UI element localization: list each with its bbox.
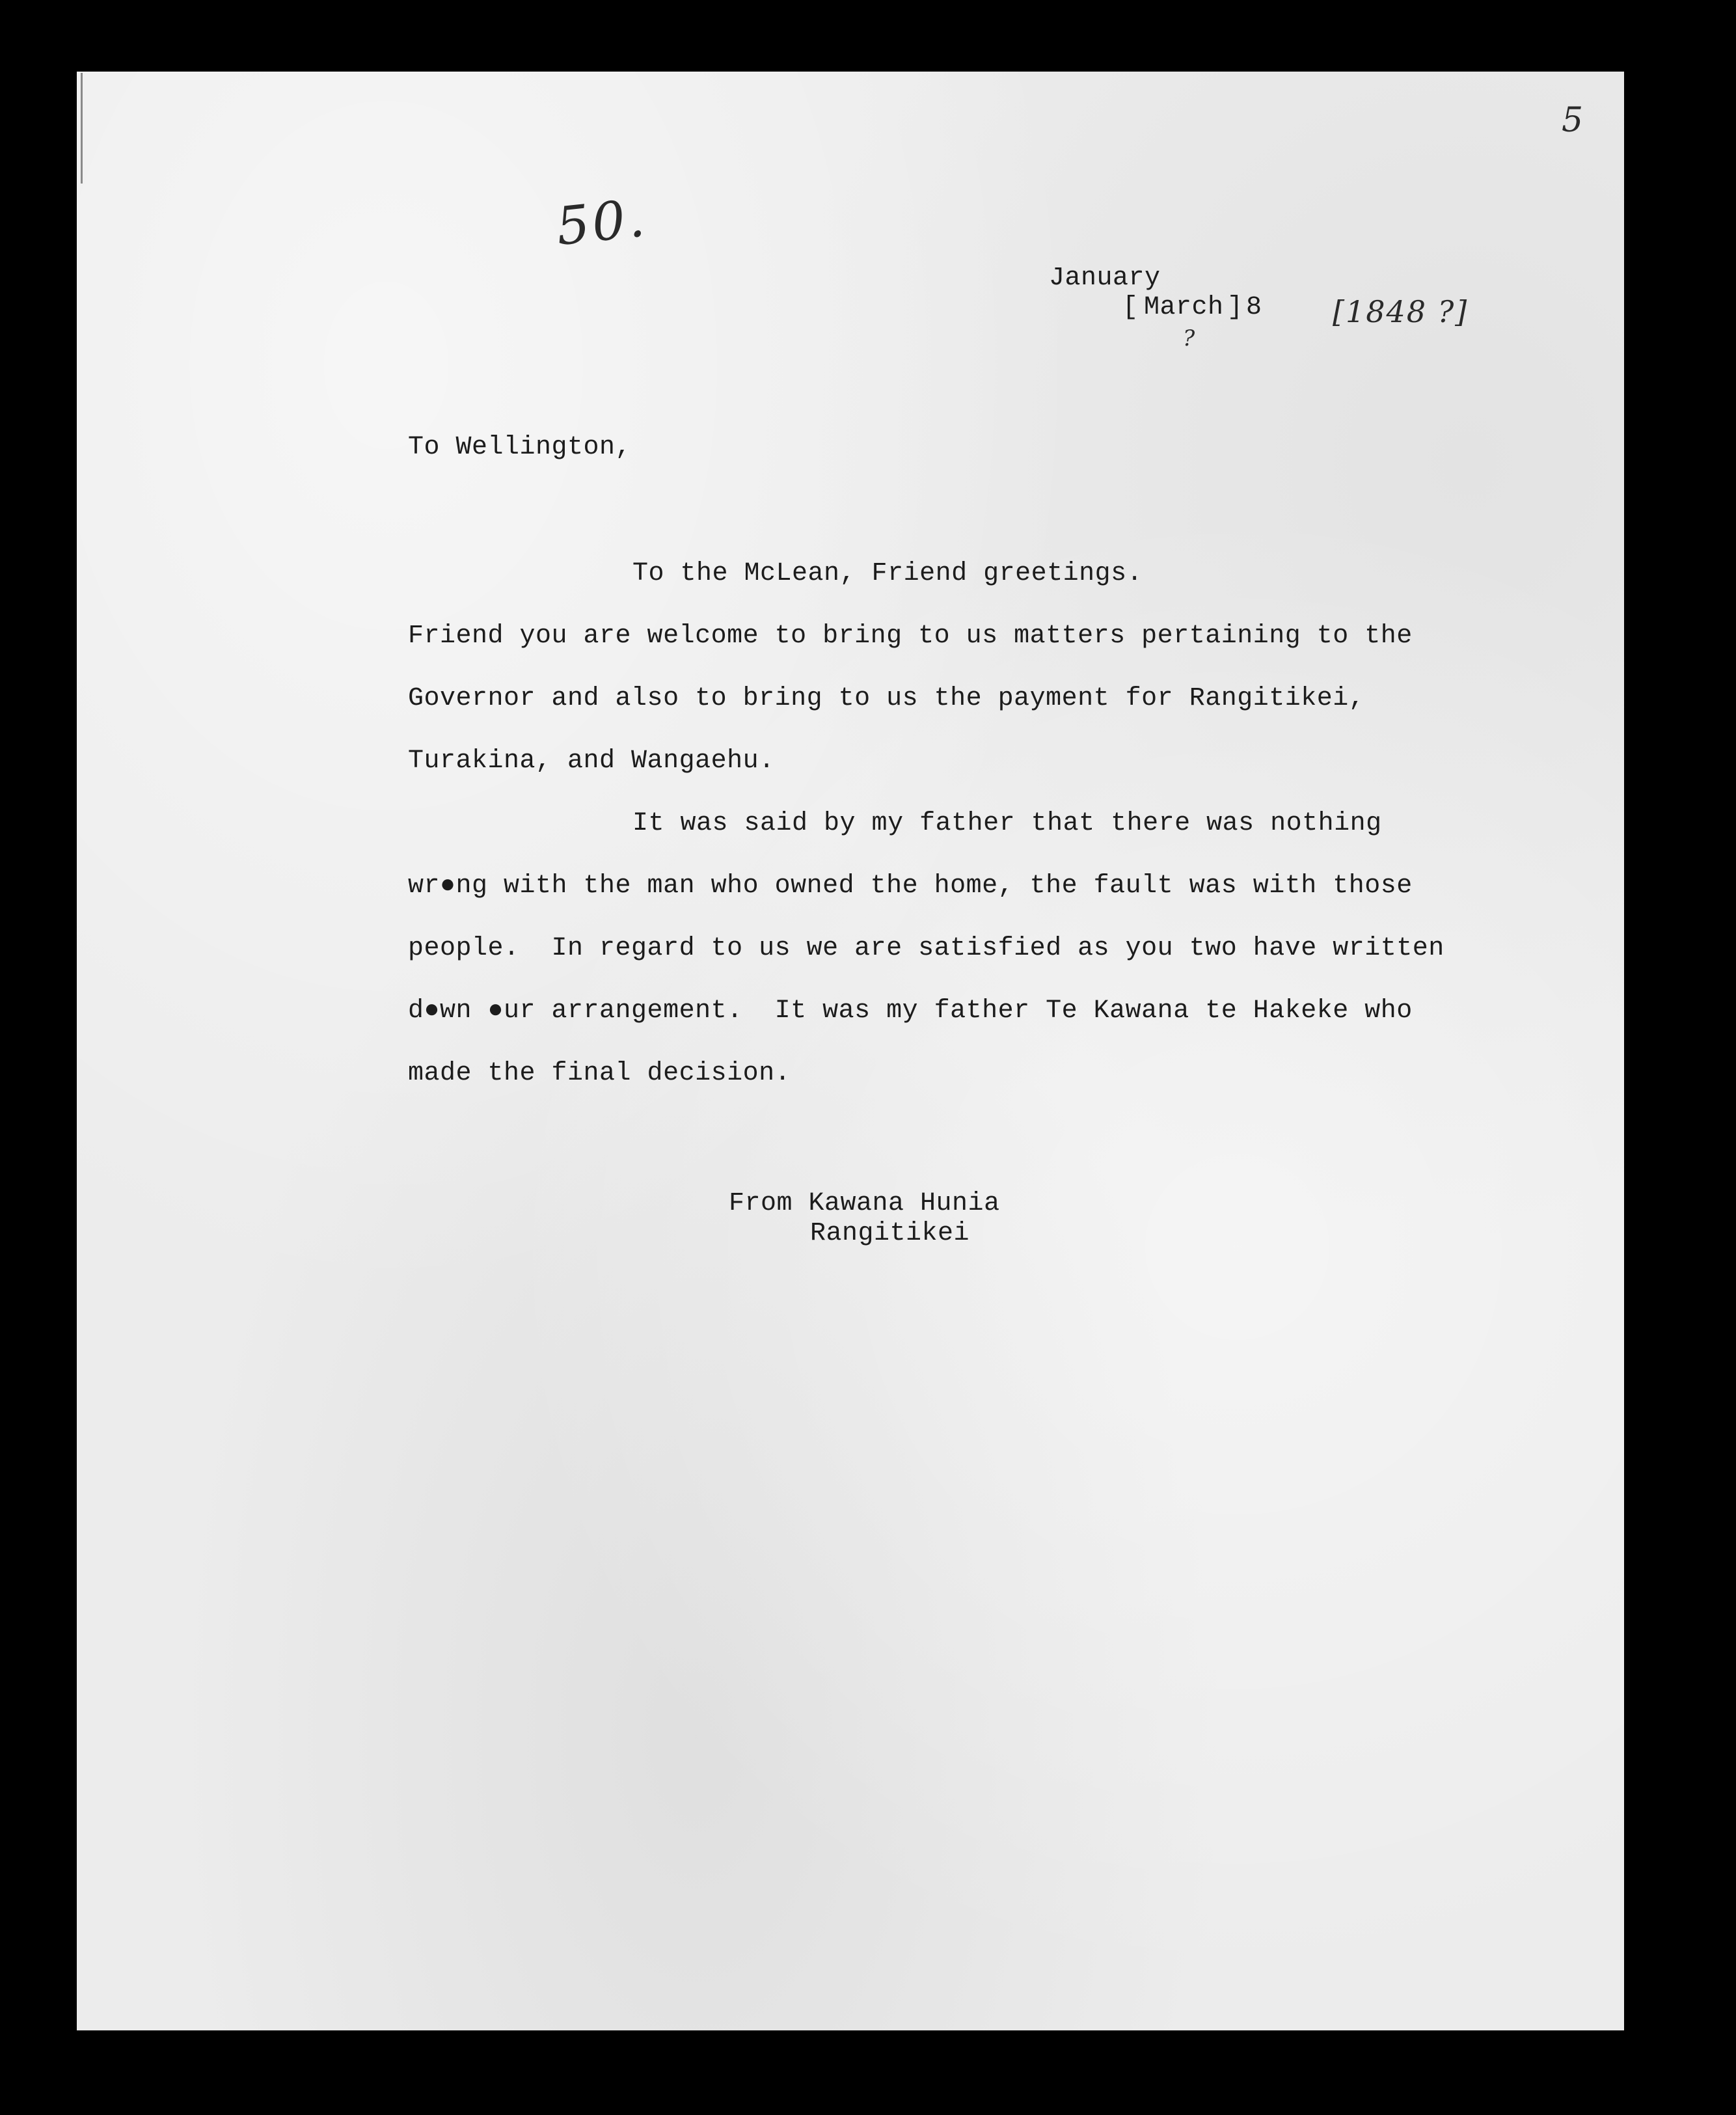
- date-month: January: [1049, 264, 1161, 293]
- body-line: Friend you are welcome to bring to us matters pertaining to the: [408, 621, 1413, 651]
- date-query-mark: ?: [1183, 325, 1195, 351]
- date-bracket-right: ]: [1227, 293, 1243, 322]
- date-day: 8: [1246, 293, 1262, 322]
- body-line: wr●ng with the man who owned the home, the fault was with those: [408, 871, 1413, 901]
- left-edge-crease: [81, 73, 83, 184]
- signature-place: Rangitikei: [810, 1219, 970, 1248]
- greeting-line: To the McLean, Friend greetings.: [632, 559, 1143, 588]
- body-line: Governor and also to bring to us the payment for Rangitikei,: [408, 684, 1365, 713]
- body-line: people. In regard to us we are satisfied as you two have written: [408, 934, 1444, 963]
- folio-number: 5: [1562, 101, 1584, 140]
- date-alt-month: March: [1144, 293, 1224, 322]
- body-line: It was said by my father that there was nothing: [632, 809, 1382, 838]
- paper-sheet: [77, 72, 1624, 2030]
- body-line: Turakina, and Wangaehu.: [408, 746, 775, 776]
- date-bracket-left: [: [1122, 293, 1139, 322]
- body-line: made the final decision.: [408, 1059, 791, 1088]
- address-line: To Wellington,: [408, 433, 632, 462]
- date-year-note: [1848 ?]: [1333, 294, 1469, 329]
- signature-from: From Kawana Hunia: [729, 1189, 1000, 1218]
- body-line: d●wn ●ur arrangement. It was my father Te Kawana te Hakeke who: [408, 996, 1413, 1026]
- document-number: 50.: [553, 187, 650, 258]
